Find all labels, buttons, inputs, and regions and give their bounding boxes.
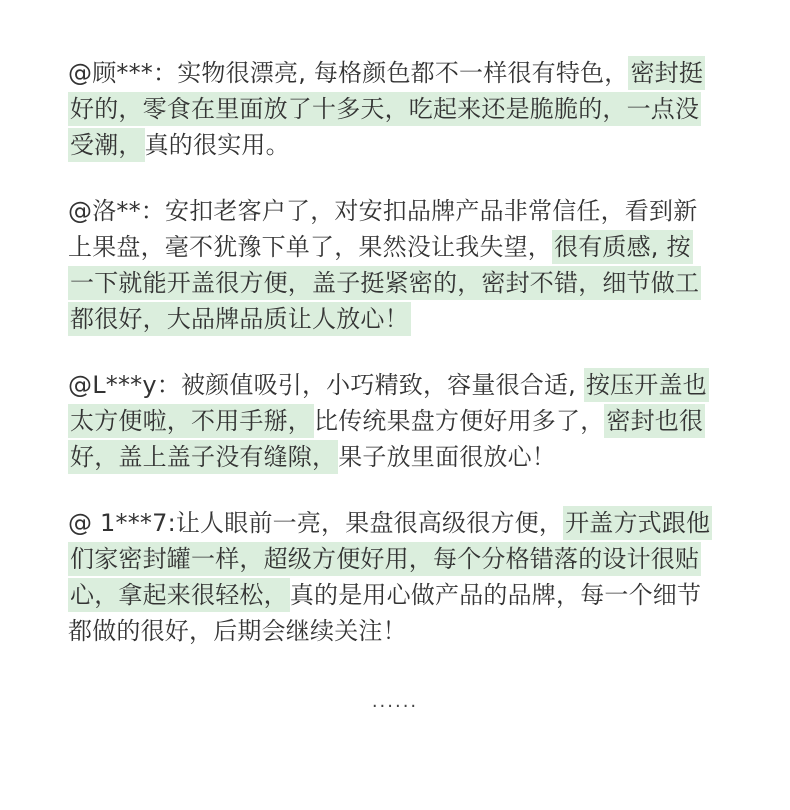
highlighted-review-text: 心，拿起来很轻松，	[68, 578, 290, 612]
review-item	[68, 55, 748, 163]
review-line	[68, 193, 748, 229]
review-text: @L***y：被颜值吸引，小巧精致，容量很合适,	[68, 371, 584, 399]
review-text: 真的是用心做产品的品牌，每一个细节	[289, 581, 702, 609]
review-line	[68, 577, 748, 613]
highlighted-review-text: 好，盖上盖子没有缝隙，	[68, 440, 338, 474]
highlighted-review-text: 受潮，	[68, 128, 145, 162]
review-text: @顾***：实物很漂亮, 每格颜色都不一样很有特色，	[68, 59, 629, 87]
review-text: 都做的很好，后期会继续关注！	[68, 617, 407, 645]
highlighted-review-text: 按压开盖也	[584, 368, 709, 402]
review-line	[68, 229, 748, 265]
review-item	[68, 505, 748, 649]
highlighted-review-text: 开盖方式跟他	[563, 506, 712, 540]
highlighted-review-text: 密封也很	[604, 404, 705, 438]
more-ellipsis: ......	[371, 691, 419, 712]
highlighted-review-text: 密封挺	[628, 56, 705, 90]
review-line	[68, 301, 748, 337]
highlighted-review-text: 都很好，大品牌品质让人放心！	[68, 302, 411, 336]
review-line	[68, 367, 748, 403]
highlighted-review-text: 好的，零食在里面放了十多天，吃起来还是脆脆的，一点没	[68, 92, 701, 126]
review-line	[68, 127, 748, 163]
review-item	[68, 367, 748, 475]
review-line	[68, 265, 748, 301]
highlighted-review-text: 很有质感, 按	[552, 230, 693, 264]
highlighted-review-text: 太方便啦，不用手掰，	[68, 404, 314, 438]
highlighted-review-text: 一下就能开盖很方便，盖子挺紧密的，密封不错，细节做工	[68, 266, 701, 300]
review-line	[68, 439, 748, 475]
review-item	[68, 193, 748, 337]
review-text: 果子放里面很放心！	[338, 443, 557, 471]
review-text: 上果盘，毫不犹豫下单了，果然没让我失望，	[68, 233, 552, 261]
review-text: 比传统果盘方便好用多了，	[314, 407, 605, 435]
review-text: @ 1***7:让人眼前一亮，果盘很高级很方便，	[68, 509, 564, 537]
review-line	[68, 505, 748, 541]
review-list	[68, 55, 748, 679]
review-text: @洛**：安扣老客户了，对安扣品牌产品非常信任，看到新	[68, 197, 698, 225]
highlighted-review-text: 们家密封罐一样，超级方便好用，每个分格错落的设计很贴	[68, 542, 701, 576]
review-line	[68, 541, 748, 577]
review-text: 真的很实用。	[144, 131, 290, 159]
review-line	[68, 91, 748, 127]
review-line	[68, 613, 748, 649]
review-line	[68, 403, 748, 439]
review-line	[68, 55, 748, 91]
